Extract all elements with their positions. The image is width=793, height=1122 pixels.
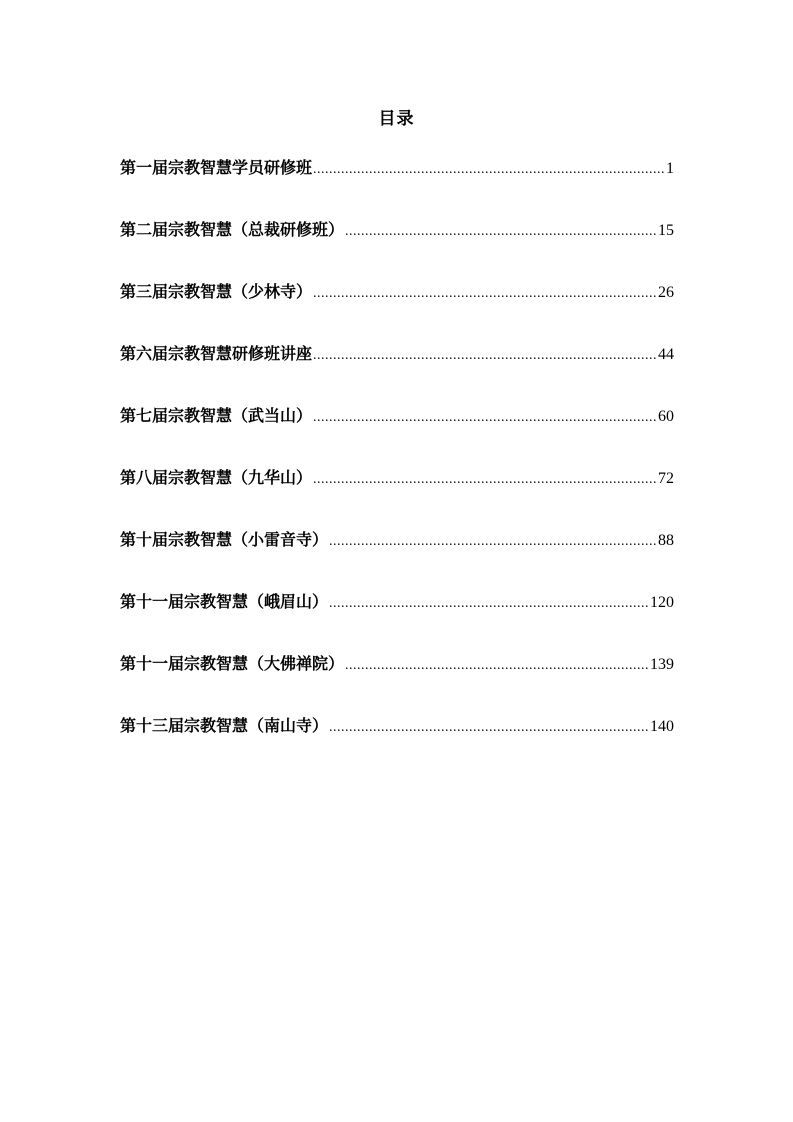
toc-dot-leader [313, 468, 657, 492]
toc-dot-leader [345, 654, 649, 678]
toc-dot-leader [313, 282, 657, 306]
toc-entry[interactable] [120, 342, 674, 404]
toc-title: 目录 [378, 109, 415, 129]
toc-entry-page: 26 [658, 284, 674, 301]
toc-entry-label: 第十一届宗教智慧（峨眉山） [120, 592, 329, 611]
toc-entry-label: 第八届宗教智慧（九华山） [120, 468, 313, 487]
toc-entry-page: 88 [658, 532, 674, 549]
toc-dot-leader [329, 592, 649, 616]
toc-entry-page: 1 [666, 160, 674, 177]
toc-entry-label: 第二届宗教智慧（总裁研修班） [120, 220, 345, 239]
toc-dot-leader [329, 716, 649, 740]
toc-entry-label: 第十一届宗教智慧（大佛禅院） [120, 654, 345, 673]
toc-dot-leader [345, 220, 657, 244]
toc-entry-page: 72 [658, 470, 674, 487]
toc-dot-leader [313, 406, 657, 430]
toc-entry-label: 第七届宗教智慧（武当山） [120, 406, 313, 425]
toc-entry[interactable] [120, 466, 674, 528]
toc-entry-label: 第十届宗教智慧（小雷音寺） [120, 530, 329, 549]
toc-entry-label: 第一届宗教智慧学员研修班 [120, 158, 313, 177]
toc-entry-page: 139 [650, 656, 674, 673]
toc-entry[interactable] [120, 218, 674, 280]
toc-entry-page: 140 [650, 718, 674, 735]
toc-entry-label: 第六届宗教智慧研修班讲座 [120, 344, 313, 363]
toc-entry-label: 第三届宗教智慧（少林寺） [120, 282, 313, 301]
toc-entry-page: 120 [650, 594, 674, 611]
toc-dot-leader [313, 344, 657, 368]
toc-entry[interactable] [120, 280, 674, 342]
toc-entry-page: 44 [658, 346, 674, 363]
toc-entry[interactable] [120, 652, 674, 714]
toc-entry-label: 第十三届宗教智慧（南山寺） [120, 716, 329, 735]
toc-entry-page: 60 [658, 408, 674, 425]
toc-entry[interactable] [120, 590, 674, 652]
toc-entry[interactable] [120, 528, 674, 590]
toc-entry[interactable] [120, 714, 674, 776]
toc-dot-leader [329, 530, 657, 554]
toc-entry-page: 15 [658, 222, 674, 239]
toc-dot-leader [313, 158, 665, 182]
toc-entry[interactable] [120, 156, 674, 218]
toc-list [120, 156, 674, 776]
toc-entry[interactable] [120, 404, 674, 466]
